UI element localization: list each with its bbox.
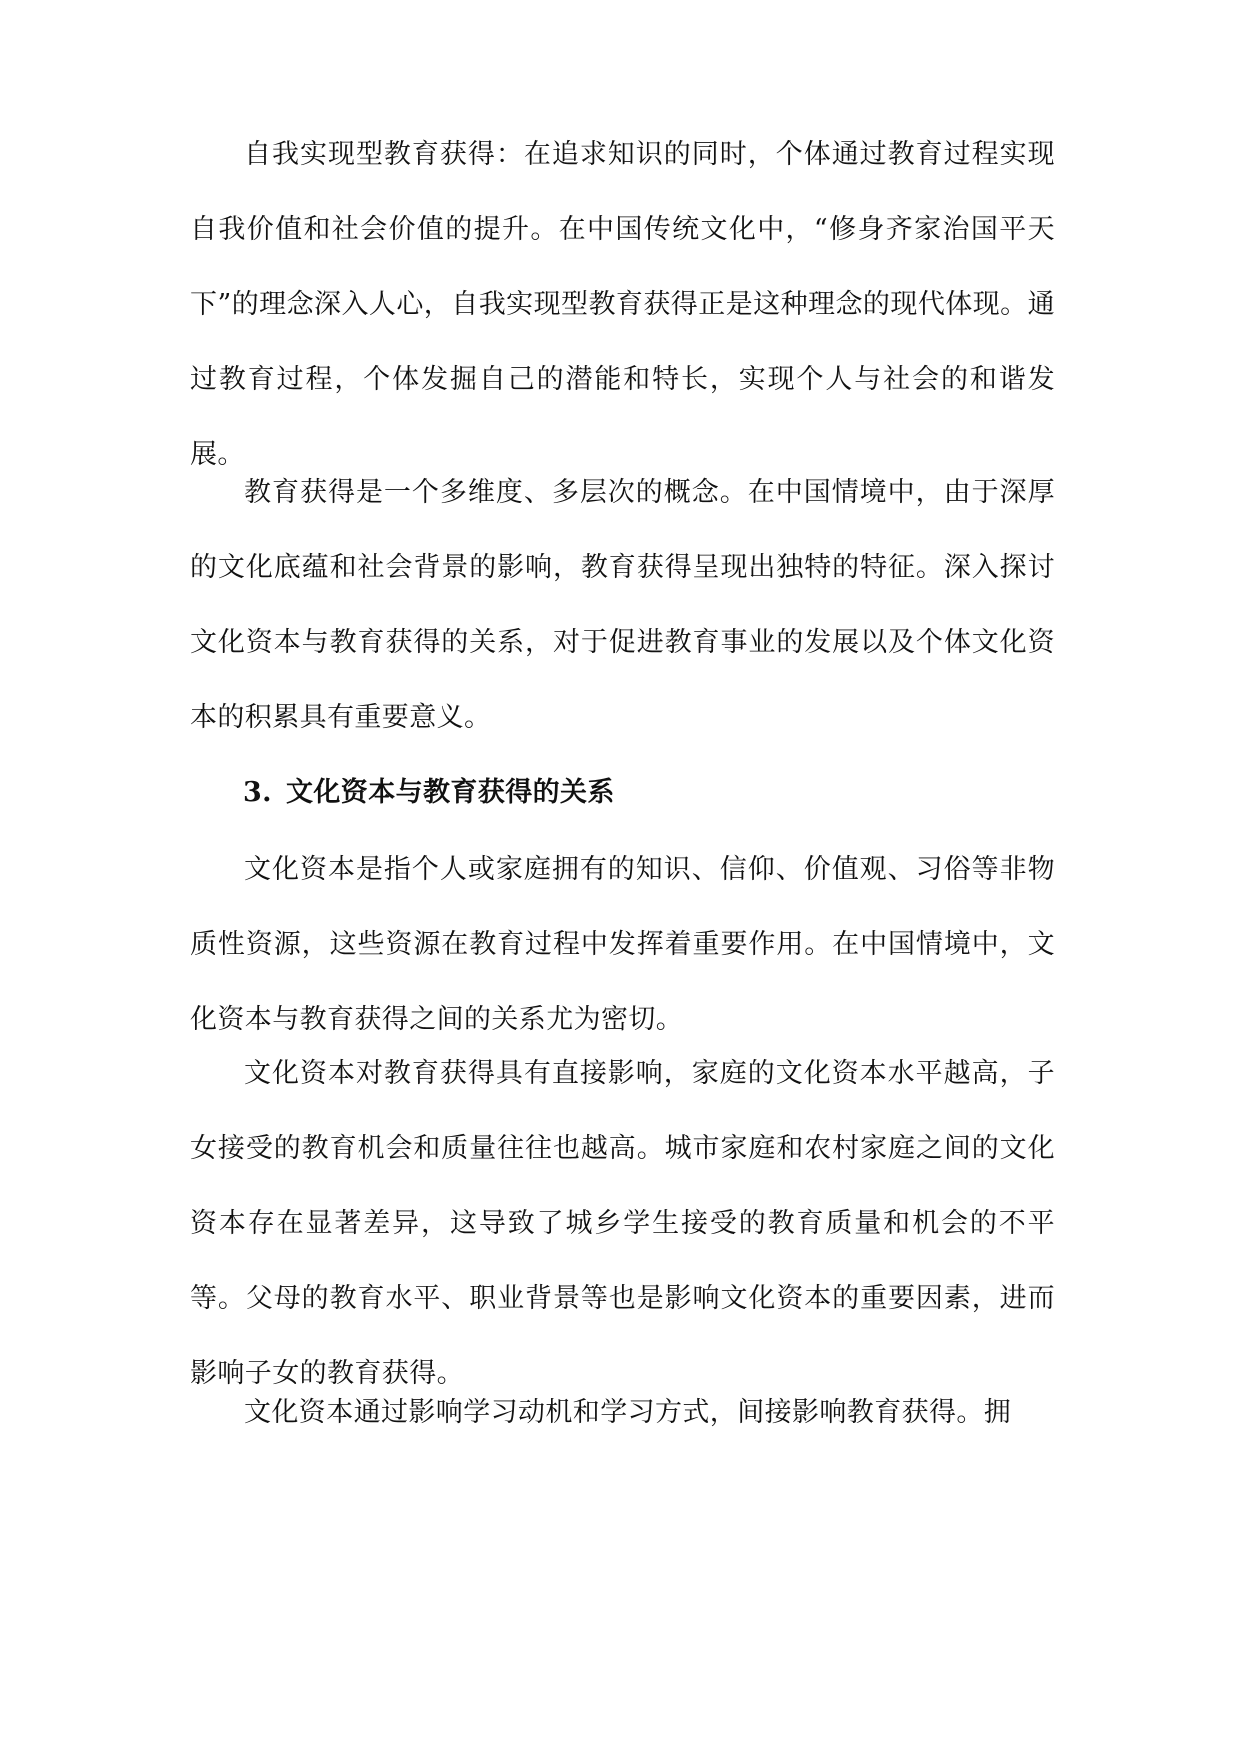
section-title: 文化资本与教育获得的关系: [286, 777, 615, 808]
paragraph-cultural-capital-definition: 文化资本是指个人或家庭拥有的知识、信仰、价值观、习俗等非物质性资源，这些资源在教育过程中发挥着重要作用。在中国情境中，文化资本与教育获得之间的关系尤为密切。: [190, 854, 1055, 1035]
section-number: 3.: [243, 777, 272, 808]
paragraph-cultural-capital-indirect-influence: 文化资本通过影响学习动机和学习方式，间接影响教育获得。拥: [244, 1397, 1012, 1428]
section-heading: [243, 755, 1055, 830]
paragraph-education-attainment-concept: 教育获得是一个多维度、多层次的概念。在中国情境中，由于深厚的文化底蕴和社会背景的影响，教育获得呈现出独特的特征。深入探讨文化资本与教育获得的关系，对于促进教育事业的发展以及个体文化资本的积累具有重要意义。: [190, 477, 1055, 733]
paragraph-cultural-capital-direct-influence: 文化资本对教育获得具有直接影响，家庭的文化资本水平越高，子女接受的教育机会和质量往往也越高。城市家庭和农村家庭之间的文化资本存在显著差异，这导致了城乡学生接受的教育质量和机会的不平等。父母的教育水平、职业背景等也是影响文化资本的重要因素，进而影响子女的教育获得。: [190, 1058, 1055, 1389]
paragraph-self-actualization: 自我实现型教育获得：在追求知识的同时，个体通过教育过程实现自我价值和社会价值的提升。在中国传统文化中，“修身齐家治国平天下”的理念深入人心，自我实现型教育获得正是这种理念的现代体现。通过教育过程，个体发掘自己的潜能和特长，实现个人与社会的和谐发展。: [190, 139, 1055, 470]
